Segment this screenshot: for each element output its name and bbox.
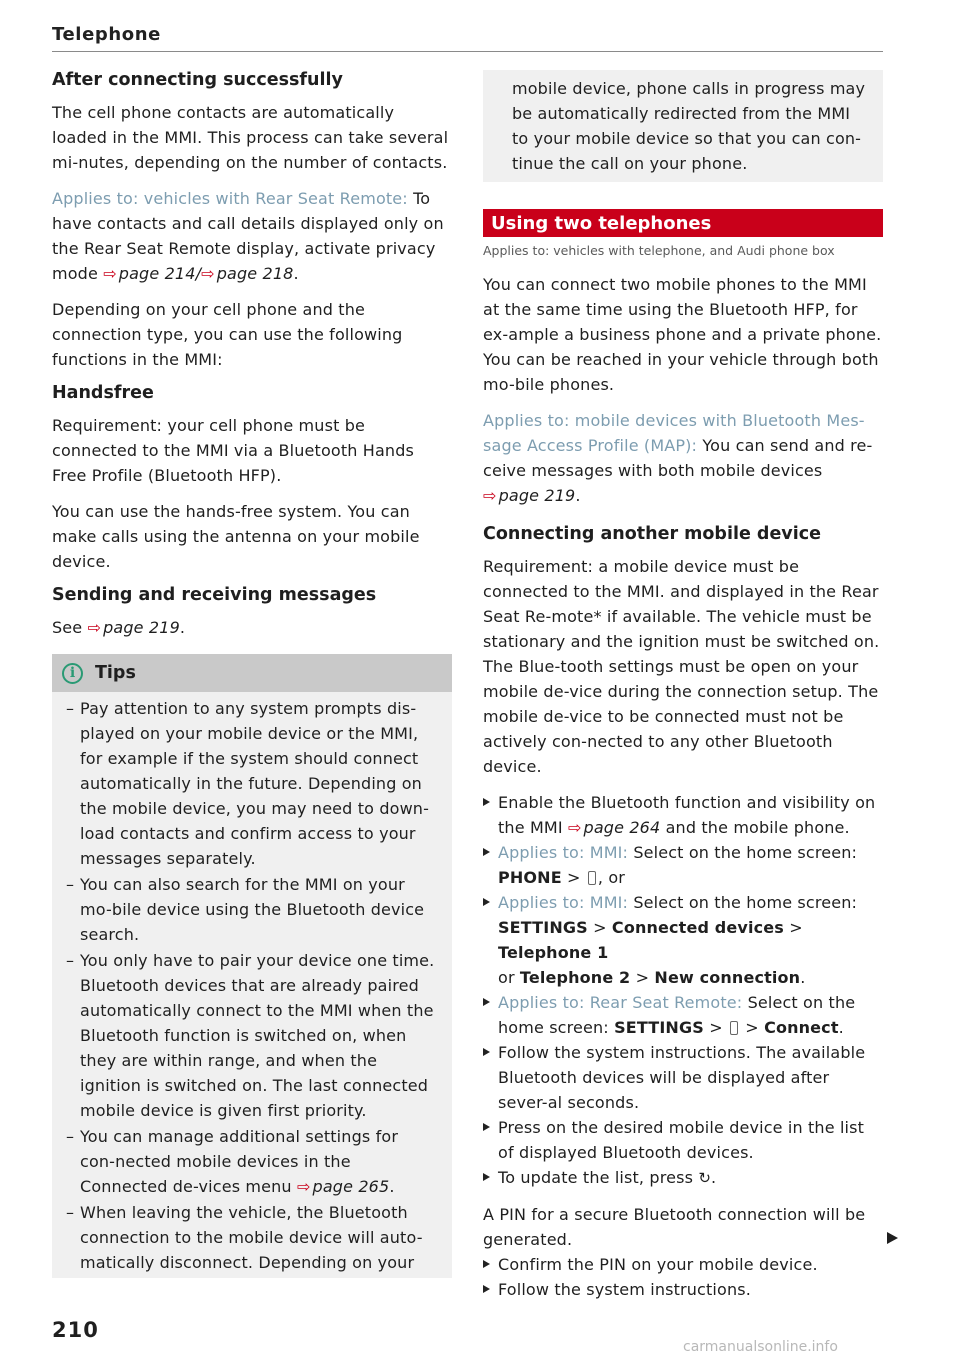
menu-separator: > [709,1018,723,1037]
applies-rear-seat-remote: Applies to: Rear Seat Remote: [498,993,743,1012]
period: . [293,264,299,283]
paragraph-rear-seat-remote [52,186,452,286]
left-column [52,70,452,1278]
paragraph-contacts-loaded: The cell phone contacts are automatically loaded in the MMI. This process can take several mi-nutes, depending on the number of contacts. [52,103,449,172]
menu-separator: > [789,918,803,937]
step-text: Enable the Bluetooth function and visibility on the MMI [498,793,876,837]
menu-settings: SETTINGS [498,918,588,937]
step-or: , or [597,868,625,887]
period: . [179,618,186,637]
tip-item: – You only have to pair your device one time. Bluetooth devices that are already paired automatically connect to the MMI when the Bluetooth function is switched on, when they are within range, and when the ignition is switched on. The last connected mobile device is given first priority. [66,948,438,1123]
page-number: 210 [52,1318,99,1342]
info-icon: i [62,663,83,684]
map-text: You can send and re-ceive messages with both mobile devices [483,436,873,480]
menu-connect: Connect [764,1018,839,1037]
paragraph-handsfree-requirement: Requirement: your cell phone must be connected to the MMI via a Bluetooth Hands Free Profile (Bluetooth HFP). [52,416,414,485]
step-text: Select on the home screen: [633,843,858,862]
step-text: Select on the home screen: [498,993,856,1037]
tips-title: Tips [95,663,136,683]
step-or: or [498,968,515,987]
tips-box [52,654,452,1278]
running-header: Telephone [52,24,161,45]
step-item [483,890,883,990]
paragraph-see-messages [52,615,452,640]
step-tail: and the mobile phone. [665,818,850,837]
rsr-text: To have contacts and call details displayed only on the Rear Seat Remote display, activate privacy mode [52,189,444,283]
step-item [483,840,883,890]
watermark: carmanualsonline.info [683,1339,838,1355]
tip-item: – You can also search for the MMI on your mo-bile device using the Bluetooth device search. [66,872,438,947]
applies-mmi: Applies to: MMI: [498,843,629,862]
steps-list [483,790,883,1191]
ref-arrow-icon: ⇨ [483,486,497,505]
page-ref-214[interactable]: page 214 [118,264,196,283]
period: . [389,1177,395,1196]
heading-handsfree: Handsfree [52,383,154,403]
step-item: Follow the system instructions. The available Bluetooth devices will be displayed after sever-al seconds. [483,1040,883,1115]
heading-messages: Sending and receiving messages [52,585,377,605]
step-item [483,990,883,1040]
menu-telephone-2: Telephone 2 [519,968,631,987]
applies-mmi: Applies to: MMI: [498,893,629,912]
page-ref-264[interactable]: page 264 [583,818,661,837]
refresh-icon: ↻ [698,1169,712,1187]
tips-list [52,692,452,1278]
ref-arrow-icon: ⇨ [296,1177,311,1196]
tip-item [66,1124,438,1199]
continue-arrow-icon [887,1232,898,1244]
applies-map: Applies to: mobile devices with Bluetooth Mes-sage Access Profile (MAP): [483,411,865,455]
menu-separator: > [635,968,650,987]
ref-arrow-icon: ⇨ [567,818,582,837]
paragraph-two-phones: You can connect two mobile phones to the MMI at the same time using the Bluetooth HFP, for ex-ample a business phone and a private phone. You can be reached in your vehicle through both mo-bile phones. [483,275,882,394]
step-item [483,1165,883,1191]
page-ref-219[interactable]: page 219 [103,618,180,637]
step-text: To update the list, press [498,1168,694,1187]
tips-continuation-box: mobile device, phone calls in progress may be automatically redirected from the MMI to your mobile device so that you can con-tinue the call on your phone. [483,70,883,182]
heading-after-connecting: After connecting successfully [52,70,343,90]
menu-settings: SETTINGS [614,1018,704,1037]
ref-arrow-icon: ⇨ [103,264,117,283]
paragraph-requirement: Requirement: a mobile device must be connected to the MMI. and displayed in the Rear Seat Re-mote* if available. The vehicle must be stationary and the ignition must be switched on. The Blue-tooth settings must be open on your mobile de-vice during the connection setup. The mobile de-vice to be connected must not be actively con-nected to any other Bluetooth device. [483,557,880,776]
menu-separator: > [567,868,581,887]
section-applies-to: Applies to: vehicles with telephone, and Audi phone box [483,243,835,258]
page-ref-219[interactable]: page 219 [498,486,576,505]
page-ref-218[interactable]: page 218 [216,264,294,283]
see-text: See [52,618,83,637]
step-item [483,790,883,840]
paragraph-handsfree-calls: You can use the hands-free system. You can make calls using the antenna on your mobile device. [52,502,420,571]
menu-new-connection: New connection [654,968,801,987]
ref-arrow-icon: ⇨ [87,618,102,637]
period: . [838,1018,844,1037]
phone-settings-icon [588,871,596,885]
paragraph-functions: Depending on your cell phone and the connection type, you can use the following functions in the MMI: [52,300,403,369]
right-column [483,70,883,1313]
applies-rear-seat-remote: Applies to: vehicles with Rear Seat Remote: [52,189,408,208]
heading-connecting-another: Connecting another mobile device [483,524,821,544]
step-item: Follow the system instructions. [483,1277,883,1302]
ref-arrow-icon: ⇨ [201,264,215,283]
period: . [711,1168,717,1187]
tip-item-text: You can manage additional settings for con-nected mobile devices in the Connected de-vices menu [80,1127,399,1196]
menu-separator: > [593,918,607,937]
paragraph-pin: A PIN for a secure Bluetooth connection will be generated. [483,1205,866,1249]
steps-list-pin [483,1252,883,1302]
header-divider [52,51,883,52]
menu-phone: PHONE [498,868,562,887]
step-item: Confirm the PIN on your mobile device. [483,1252,883,1277]
section-title-bar: Using two telephones [483,209,883,237]
phone-settings-icon [730,1021,738,1035]
paragraph-map [483,408,883,508]
menu-connected-devices: Connected devices [611,918,784,937]
menu-telephone-1: Telephone 1 [498,943,609,962]
tip-item: – When leaving the vehicle, the Bluetooth connection to the mobile device will auto-matically disconnect. Depending on your [66,1200,438,1275]
period: . [800,968,806,987]
period: . [575,486,581,505]
menu-separator: > [745,1018,759,1037]
ref-separator: / [195,264,202,283]
step-text: Select on the home screen: [633,893,858,912]
tips-header [52,654,452,692]
tip-item: – Pay attention to any system prompts dis-played on your mobile device or the MMI, for example if the system should connect automatically in the future. Depending on the mobile device, you may need to down-load contacts and confirm access to your messages separately. [66,696,438,871]
step-item: Press on the desired mobile device in the list of displayed Bluetooth devices. [483,1115,883,1165]
page-ref-265[interactable]: page 265 [312,1177,390,1196]
